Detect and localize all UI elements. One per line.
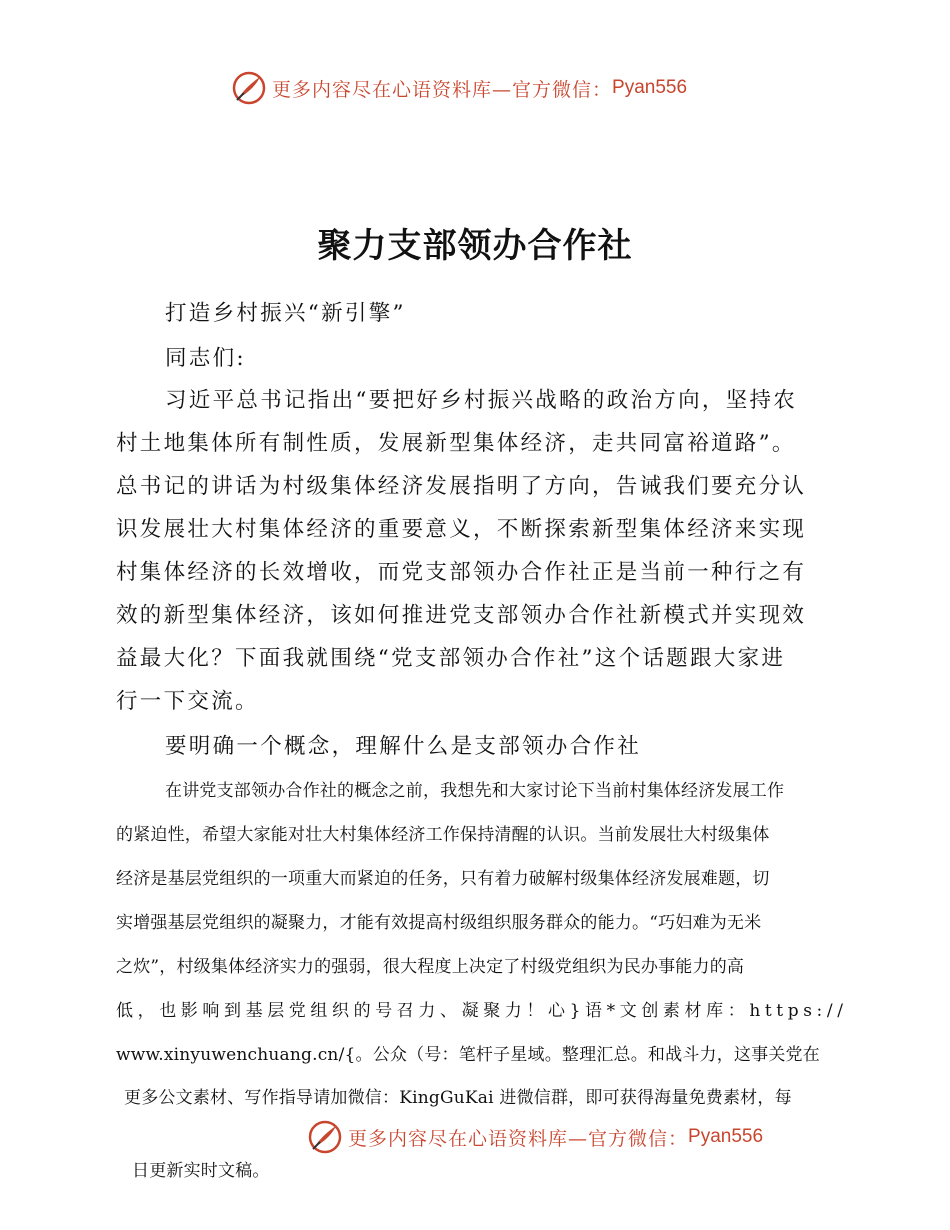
- header-banner: [232, 68, 687, 108]
- paragraph1-line: 行一下交流。: [116, 689, 259, 714]
- paragraph2-line: 经济是基层党组织的一项重大而紧迫的任务，只有着力破解村级集体经济发展难题，切: [116, 869, 770, 889]
- promo-line: 更多公文素材、写作指导请加微信：KingGuKai 进微信群，即可获得海量免费素材，每: [124, 1088, 792, 1108]
- paragraph1-line: 总书记的讲话为村级集体经济发展指明了方向，告诫我们要充分认: [116, 474, 807, 499]
- subtitle: 打造乡村振兴“新引擎”: [165, 301, 406, 326]
- quill-pen-icon: [308, 1120, 342, 1154]
- greeting: 同志们:: [165, 346, 246, 371]
- paragraph1-line: 识发展壮大村集体经济的重要意义，不断探索新型集体经济来实现: [116, 517, 807, 542]
- header-wechat-id: Pyan556: [612, 77, 688, 98]
- document-title: 聚力支部领办合作社: [317, 226, 633, 266]
- footer-banner: [308, 1117, 763, 1157]
- paragraph1-line: 习近平总书记指出“要把好乡村振兴战略的政治方向，坚持农: [165, 388, 798, 413]
- paragraph2-line: 之炊”，村级集体经济实力的强弱，很大程度上决定了村级党组织为民办事能力的高: [116, 957, 745, 977]
- paragraph1-line: 村集体经济的长效增收，而党支部领办合作社正是当前一种行之有: [116, 560, 807, 585]
- paragraph2-line: www.xinyuwenchuang.cn/{。公众（号：笔杆子星域。整理汇总。和战斗力，这事关党在: [116, 1045, 820, 1065]
- paragraph1-line: 效的新型集体经济，该如何推进党支部领办合作社新模式并实现效: [116, 603, 807, 628]
- header-banner-text: 更多内容尽在心语资料库—官方微信：: [272, 78, 613, 101]
- paragraph2-line: 的紧迫性，希望大家能对壮大村集体经济工作保持清醒的认识。当前发展壮大村级集体: [116, 825, 770, 845]
- footer-wechat-id: Pyan556: [688, 1126, 764, 1147]
- promo-tail: 日更新实时文稿。: [132, 1161, 270, 1181]
- quill-pen-icon: [232, 71, 266, 105]
- footer-banner-text: 更多内容尽在心语资料库—官方微信：: [348, 1127, 689, 1150]
- paragraph1-line: 益最大化？下面我就围绕“党支部领办合作社”这个话题跟大家进: [116, 646, 786, 671]
- paragraph2-line: 低，也影响到基层党组织的号召力、凝聚力！心}语*文创素材库：https://: [116, 1001, 848, 1021]
- paragraph2-line: 实增强基层党组织的凝聚力，才能有效提高村级组织服务群众的能力。“巧妇难为无米: [116, 913, 762, 933]
- section-heading: 要明确一个概念，理解什么是支部领办合作社: [165, 734, 642, 759]
- paragraph1-line: 村土地集体所有制性质，发展新型集体经济，走共同富裕道路”。: [116, 431, 796, 456]
- paragraph2-line: 在讲党支部领办合作社的概念之前，我想先和大家讨论下当前村集体经济发展工作: [165, 781, 785, 801]
